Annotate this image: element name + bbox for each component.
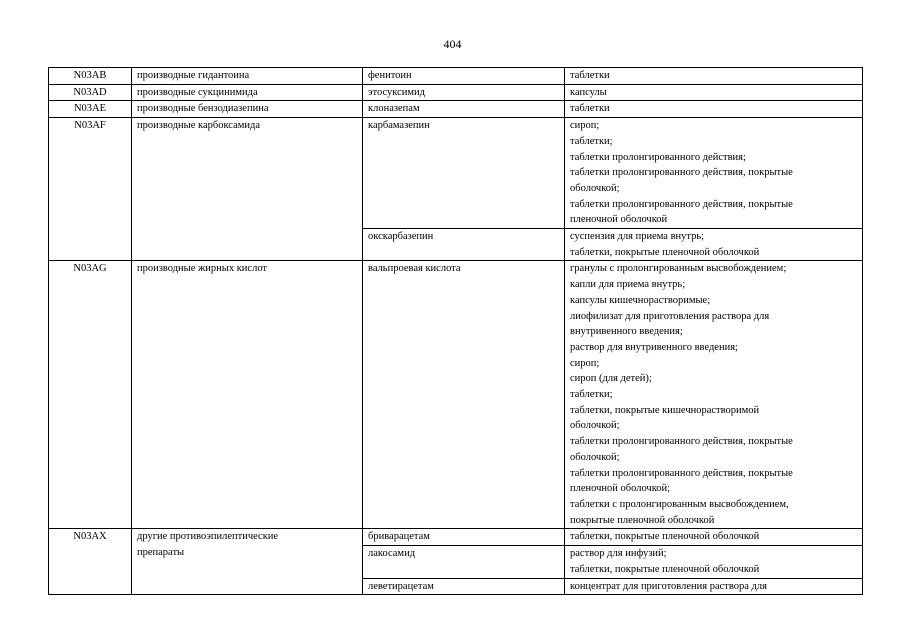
dosage-form-line: пленочной оболочкой (570, 214, 668, 226)
group-name: производные гидантоина (132, 68, 363, 85)
dosage-form-line: суспензия для приема внутрь; (570, 231, 705, 243)
dosage-form-line: таблетки; (570, 389, 613, 401)
dosage-form-line: таблетки пролонгированного действия; (570, 151, 746, 163)
dosage-form-line: таблетки пролонгированного действия, покрытые (570, 198, 793, 210)
dosage-form-line: капсулы кишечнорастворимые; (570, 294, 711, 306)
atc-code: N03AF (49, 118, 132, 261)
dosage-form-line: оболочкой; (570, 451, 620, 463)
dosage-form-line: таблетки пролонгированного действия, покрытые (570, 436, 793, 448)
dosage-form-line: таблетки пролонгированного действия, покрытые (570, 167, 793, 179)
table-row (49, 529, 863, 546)
drug-name: вальпроевая кислота (363, 261, 565, 529)
atc-code: N03AE (49, 101, 132, 118)
dosage-form-line: оболочкой; (570, 420, 620, 432)
dosage-forms (565, 578, 863, 595)
dosage-form-line: раствор для инфузий; (570, 548, 667, 560)
drug-name: бриварацетам (363, 529, 565, 546)
dosage-form-line: гранулы с пролонгированным высвобождением; (570, 263, 787, 275)
dosage-forms (565, 261, 863, 529)
dosage-form-line: таблетки (570, 70, 610, 81)
dosage-form-line: покрытые пленочной оболочкой (570, 514, 715, 526)
drug-name: клоназепам (363, 101, 565, 118)
atc-code: N03AD (49, 84, 132, 101)
table-row (49, 101, 863, 118)
drug-name: этосуксимид (363, 84, 565, 101)
dosage-forms (565, 529, 863, 546)
dosage-forms (565, 101, 863, 118)
dosage-forms (565, 546, 863, 578)
dosage-form-line: сироп; (570, 120, 600, 132)
group-name-line: другие противоэпилептические (137, 531, 279, 543)
drug-name: фенитоин (363, 68, 565, 85)
drug-name: лакосамид (363, 546, 565, 578)
dosage-form-line: таблетки, покрытые кишечнорастворимой (570, 404, 760, 416)
dosage-form-line: сироп; (570, 357, 600, 369)
dosage-forms (565, 118, 863, 229)
dosage-forms (565, 68, 863, 85)
atc-code: N03AX (49, 529, 132, 595)
dosage-form-line: таблетки, покрытые пленочной оболочкой (570, 531, 760, 543)
dosage-form-line: таблетки (570, 103, 610, 115)
group-name (132, 529, 363, 595)
dosage-form-line: сироп (для детей); (570, 373, 652, 385)
dosage-form-line: оболочкой; (570, 182, 620, 194)
group-name: производные жирных кислот (132, 261, 363, 529)
dosage-form-line: раствор для внутривенного введения; (570, 341, 738, 353)
table-row (49, 118, 863, 229)
page-number: 404 (443, 37, 462, 51)
dosage-forms (565, 229, 863, 261)
table-row (49, 84, 863, 101)
dosage-form-line: таблетки, покрытые пленочной оболочкой (570, 246, 760, 258)
dosage-form-line: таблетки пролонгированного действия, покрытые (570, 467, 793, 479)
dosage-form-line: концентрат для приготовления раствора для (570, 580, 767, 592)
drug-name: карбамазепин (363, 118, 565, 229)
dosage-form-line: таблетки с пролонгированным высвобождением, (570, 498, 789, 510)
group-name-line: препараты (137, 547, 185, 559)
dosage-form-line: капсулы (570, 86, 607, 98)
atc-code: N03AG (49, 261, 132, 529)
table-row (49, 68, 863, 85)
dosage-form-line: лиофилизат для приготовления раствора для (570, 310, 770, 322)
dosage-form-line: таблетки, покрытые пленочной оболочкой (570, 563, 760, 575)
drug-table (48, 67, 863, 595)
group-name: производные бензодиазепина (132, 101, 363, 118)
drug-name: окскарбазепин (363, 229, 565, 261)
dosage-form-line: внутривенного введения; (570, 326, 683, 338)
dosage-form-line: таблетки; (570, 135, 613, 147)
dosage-form-line: пленочной оболочкой; (570, 483, 671, 495)
drug-name: леветирацетам (363, 578, 565, 595)
group-name: производные карбоксамида (132, 118, 363, 261)
group-name: производные сукцинимида (132, 84, 363, 101)
table-row (49, 261, 863, 529)
dosage-forms (565, 84, 863, 101)
dosage-form-line: капли для приема внутрь; (570, 279, 686, 291)
atc-code: N03AB (49, 68, 132, 85)
